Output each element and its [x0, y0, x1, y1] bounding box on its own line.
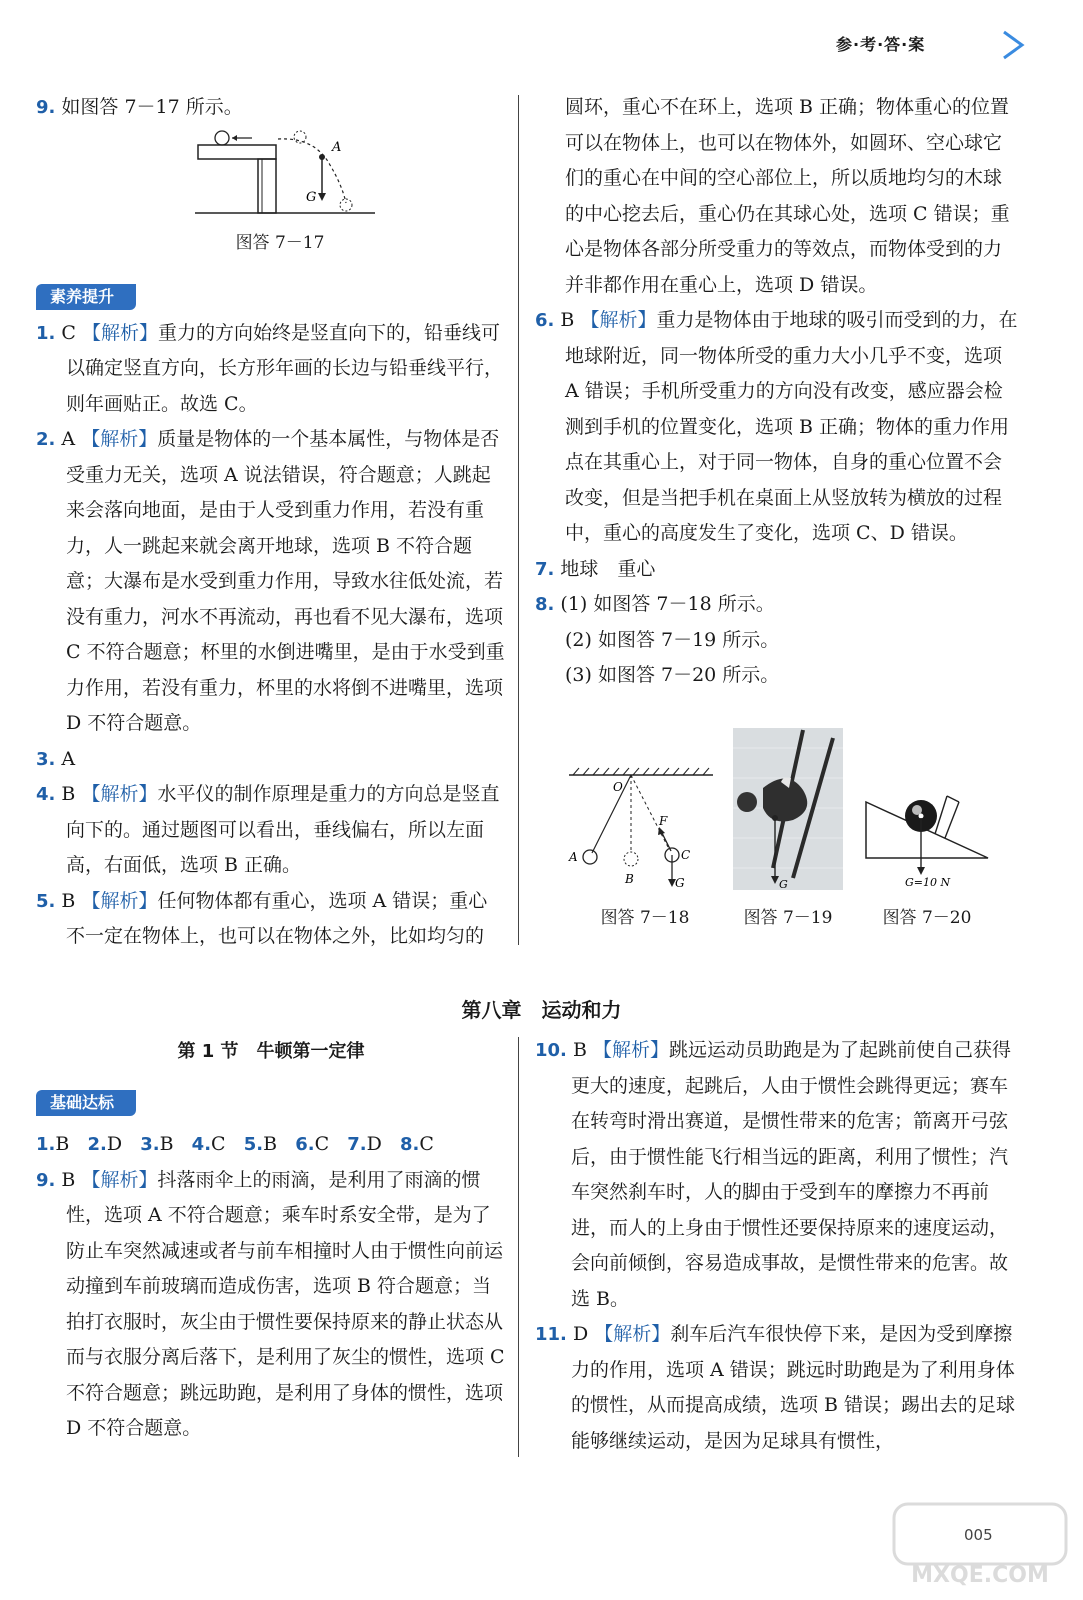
answer-item-8-part-2: (2) 如图答 7－19 所示。 [565, 628, 780, 651]
figure-label-c: C [681, 848, 691, 862]
answer-item-7: 7. 地球 重心 [535, 557, 656, 580]
answer-item-10: 10. B 【解析】跳远运动员助跑是为了起跳前使自己获得更大的速度，起跳后，人由于惯性会跳得更远；赛车在转弯时滑出赛道，是惯性带来的危害；箭离开弓弦后，由于惯性能飞行相当远的距离，利用了惯性；汽车突然刹车时，人的脚由于受到车的摩擦力不再前进，而人的上身由于惯性还要保持原来的速度运动，会向前倾倒，容易造成事故，是惯性带来的危害。故选 B。 [535, 1039, 1011, 1310]
page-number: 005 [964, 1526, 993, 1544]
answer-item-8-part-3: (3) 如图答 7－20 所示。 [565, 664, 780, 686]
figure-7-19 [733, 728, 843, 898]
basic-banner: 基础达标 [36, 1090, 136, 1116]
watermark-logo [890, 1500, 1070, 1595]
figure-label-b: B [625, 872, 634, 886]
answer-item-1: 1. C 【解析】重力的方向始终是竖直向下的，铅垂线可以确定竖直方向，长方形年画的长边与铅垂线平行，则年画贴正。故选 C。 [36, 321, 504, 415]
answer-item-8: 8. (1) 如图答 7－18 所示。 [535, 593, 775, 615]
column-divider-top [518, 95, 519, 945]
chevron-right-icon [996, 28, 1028, 62]
answer-item-2: 2. A 【解析】质量是物体的一个基本属性，与物体是否受重力无关，选项 A 说法错误，符合题意；人跳起来会落向地面，是由于人受到重力作用，若没有重力，人一跳起来就会离开地球，选项 B 不符合题意；大瀑布是水受到重力作用，导致水往低处流，若没有重力，河水不再流动，再也看不见大瀑布，选项 C 不符合题意；杯里的水倒进嘴里，是由于水受到重力作用，若没有重力，杯里的水将倒不进嘴里，选项 D 不符合题意。 [36, 428, 505, 734]
figure-label-o: O [613, 780, 623, 794]
figure-7-17 [190, 125, 380, 220]
figure-label-g-18: G [675, 876, 685, 890]
right-top-column [535, 90, 1020, 694]
figure-caption-7-19: 图答 7－19 [743, 908, 833, 928]
question-9: 9. 如图答 7－17 所示。 [36, 96, 243, 118]
column-divider-bottom [518, 1037, 519, 1457]
answer-item-11: 11. D 【解析】刹车后汽车很快停下来，是因为受到摩擦力的作用，选项 A 错误；跳远时助跑是为了利用身体的惯性，从而提高成绩，选项 B 错误；踢出去的足球能够继续运动，是因为足球具有惯性， [535, 1323, 1016, 1452]
header-label: 参·考·答·案 [836, 35, 926, 54]
figure-label-g: G [306, 190, 317, 205]
figure-label-a: A [332, 140, 342, 155]
svg-text:MXQE.COM: MXQE.COM [911, 1563, 1049, 1588]
figure-label-f: F [659, 814, 668, 828]
figure-7-20 [863, 790, 993, 890]
chapter-title: 第八章 运动和力 [461, 998, 622, 1022]
section-title: 第 1 节 牛顿第一定律 [177, 1041, 365, 1062]
figure-caption-7-20: 图答 7－20 [882, 908, 972, 928]
left-bottom-column [36, 1127, 506, 1447]
answer-row-1-8: 1.B 2.D 3.B 4.C 5.B 6.C 7.D 8.C [36, 1133, 434, 1155]
figure-label-g20: G=10 N [905, 876, 951, 889]
answer-item-9-b: 9. B 【解析】抖落雨伞上的雨滴，是利用了雨滴的惯性，选项 A 不符合题意；乘车时系安全带，是为了防止车突然减速或者与前车相撞时人由于惯性向前运动撞到车前玻璃而造成伤害，选项 B 符合题意；当拍打衣服时，灰尘由于惯性要保持原来的静止状态从而与衣服分离后落下，是利用了灰尘的惯性，选项 C 不符合题意；跳远助跑，是利用了身体的惯性，选项 D 不符合题意。 [36, 1168, 505, 1439]
right-bottom-column [535, 1033, 1020, 1459]
figure-caption-7-18: 图答 7－18 [600, 908, 690, 928]
section-banner: 素养提升 [36, 284, 136, 310]
figure-7-18 [565, 765, 725, 895]
figure-label-g-19: G [779, 878, 788, 891]
answer-item-3: 3. A [36, 747, 76, 770]
answer-item-4: 4. B 【解析】水平仪的制作原理是重力的方向总是竖直向下的。通过题图可以看出，垂线偏右，所以左面高，右面低，选项 B 正确。 [36, 783, 500, 876]
question-5-continued: 圆环，重心不在环上，选项 B 正确；物体重心的位置可以在物体上，也可以在物体外，如圆环、空心球它们的重心在中间的空心部位上，所以质地均匀的木球的中心挖去后，重心仍在其球心处，选项 C 错误；重心是物体各部分所受重力的等效点，而物体受到的力并非都作用在重心上，选项 D 错误。 [565, 96, 1010, 296]
figure-caption-7-17: 图答 7－17 [235, 233, 325, 253]
answer-item-5: 5. B 【解析】任何物体都有重心，选项 A 错误；重心不一定在物体上，也可以在物体之外，比如均匀的 [36, 889, 488, 947]
figure-label-a-18: A [569, 850, 578, 864]
answer-item-6: 6. B 【解析】重力是物体由于地球的吸引而受到的力，在地球附近，同一物体所受的重力大小几乎不变，选项 A 错误；手机所受重力的方向没有改变，感应器会检测到手机的位置变化，选项 B 正确；物体的重力作用点在其重心上，对于同一物体，自身的重心位置不会改变，但是当把手机在桌面上从竖放转为横放的过程中，重心的高度发生了变化，选项 C、D 错误。 [535, 309, 1018, 544]
